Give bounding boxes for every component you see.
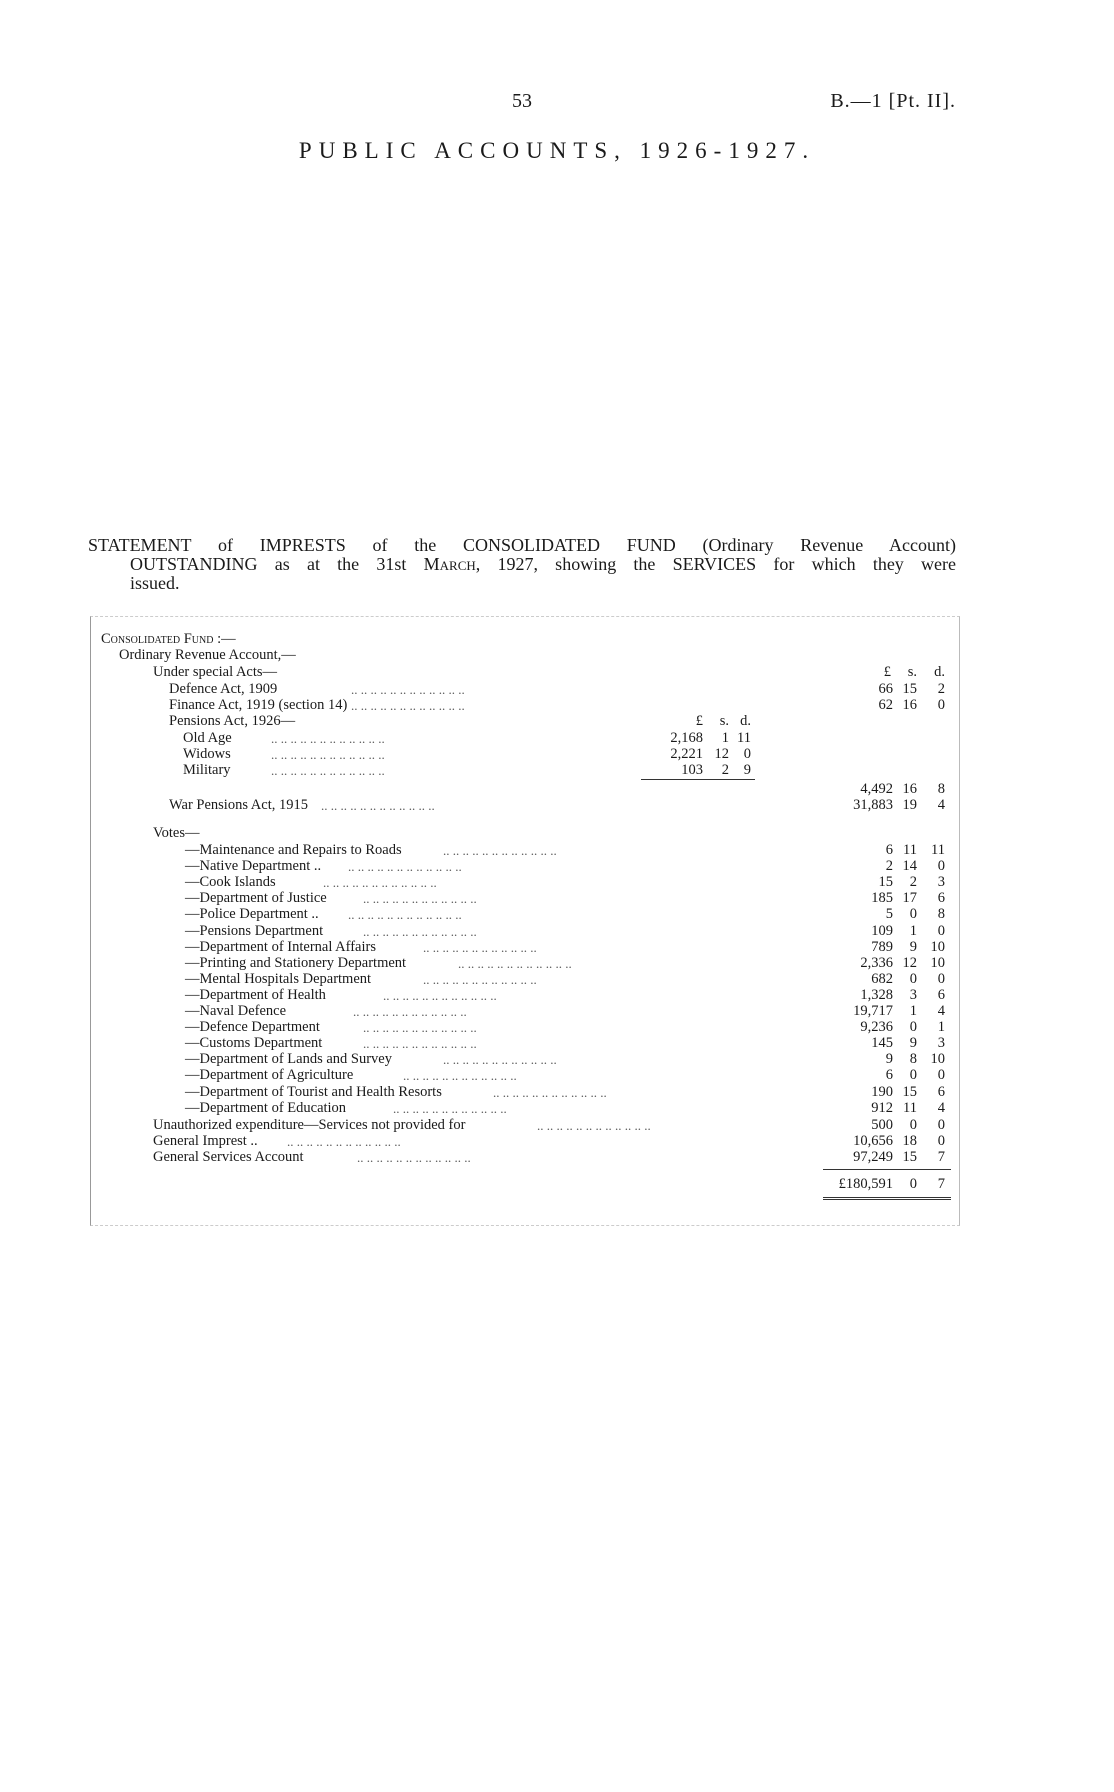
amount-shillings: 16 — [902, 781, 917, 797]
amount-pounds: 190 — [871, 1083, 893, 1100]
leader-dots: .. .. .. .. .. .. .. .. .. .. .. .. — [348, 859, 462, 875]
amount-pounds: 1,328 — [860, 986, 893, 1003]
row-label: —Pensions Department — [185, 922, 324, 939]
amount-pence: 3 — [937, 874, 945, 891]
amount-pence: 1 — [937, 1019, 945, 1036]
row-label: Finance Act, 1919 (section 14) — [169, 697, 348, 713]
amount-pounds: 15 — [878, 874, 893, 891]
pensions-pounds-header: £ — [695, 713, 703, 729]
amount-pounds: 31,883 — [853, 797, 893, 813]
row-label: Defence Act, 1909 — [169, 681, 278, 697]
amount-pence: 3 — [937, 1035, 945, 1052]
vote-row — [91, 1019, 959, 1036]
leader-dots: .. .. .. .. .. .. .. .. .. .. .. .. — [323, 875, 437, 891]
amount-shillings: 11 — [903, 842, 917, 858]
row-label: —Police Department .. — [185, 906, 319, 923]
amount-pence: 10 — [930, 1051, 945, 1068]
amount-pence: 10 — [930, 938, 945, 955]
leader-dots: .. .. .. .. .. .. .. .. .. .. .. .. — [363, 1020, 477, 1036]
vote-row — [91, 1100, 959, 1117]
amount-pounds: 103 — [681, 762, 703, 778]
pensions-pence-header: d. — [740, 713, 751, 729]
amount-shillings: 11 — [903, 1099, 917, 1116]
leader-dots: .. .. .. .. .. .. .. .. .. .. .. .. — [423, 939, 537, 955]
leader-dots: .. .. .. .. .. .. .. .. .. .. .. .. — [348, 907, 462, 923]
row-label: —Maintenance and Repairs to Roads — [185, 842, 402, 858]
amount-shillings: 19 — [902, 797, 917, 813]
amount-pounds: 66 — [878, 681, 893, 697]
statement-heading — [88, 536, 956, 593]
amount-shillings: 0 — [909, 1176, 917, 1192]
row-label: —Department of Lands and Survey — [185, 1051, 392, 1068]
amount-pounds: 2 — [885, 858, 893, 875]
leader-dots: .. .. .. .. .. .. .. .. .. .. .. .. — [351, 682, 465, 697]
row-label: Military — [183, 762, 231, 778]
amount-shillings: 3 — [909, 986, 917, 1003]
amount-pence: 0 — [937, 970, 945, 987]
amount-pounds: 9 — [885, 1051, 893, 1068]
amount-pence: 8 — [937, 906, 945, 923]
amount-pence: 0 — [937, 1067, 945, 1084]
row-label: —Defence Department — [185, 1019, 320, 1036]
amount-shillings: 0 — [909, 906, 917, 923]
vote-row — [91, 906, 959, 923]
amount-shillings: 15 — [902, 1083, 917, 1100]
leader-dots: .. .. .. .. .. .. .. .. .. .. .. .. — [363, 923, 477, 939]
amount-shillings: 17 — [902, 890, 917, 907]
leader-dots: .. .. .. .. .. .. .. .. .. .. .. .. — [443, 843, 557, 858]
amount-pounds: 912 — [871, 1099, 893, 1116]
vote-row — [91, 890, 959, 907]
leader-dots: .. .. .. .. .. .. .. .. .. .. .. .. — [287, 1134, 401, 1150]
vote-row — [91, 939, 959, 956]
pensions-shillings-header: s. — [719, 713, 729, 729]
leader-dots: .. .. .. .. .. .. .. .. .. .. .. .. — [363, 1036, 477, 1052]
statement-line-2-b: , 1927, showing the SERVICES for which they were — [475, 554, 957, 574]
amount-pounds: 6 — [885, 1067, 893, 1084]
leader-dots: .. .. .. .. .. .. .. .. .. .. .. .. — [351, 698, 465, 713]
vote-row — [91, 1067, 959, 1084]
row-label: —Department of Health — [185, 986, 326, 1003]
leader-dots: .. .. .. .. .. .. .. .. .. .. .. .. — [357, 1150, 471, 1166]
grand-total-double-rule — [823, 1197, 951, 1200]
amount-pence: 7 — [937, 1176, 945, 1192]
amount-pence: 6 — [937, 1083, 945, 1100]
pension-row — [91, 762, 959, 779]
row-label: —Department of Agriculture — [185, 1067, 354, 1084]
statement-line-1: STATEMENT of IMPRESTS of the CONSOLIDATED FUND (Ordinary Revenue Account) — [88, 535, 956, 555]
amount-pence: 0 — [937, 1133, 945, 1150]
amount-pence: 11 — [737, 730, 751, 746]
amount-shillings: 0 — [909, 1067, 917, 1084]
war-pensions-row — [91, 797, 959, 814]
leader-dots: .. .. .. .. .. .. .. .. .. .. .. .. — [493, 1084, 607, 1100]
special-act-row — [91, 697, 959, 714]
amount-pence: 11 — [931, 842, 945, 858]
amount-pounds: 2,221 — [670, 746, 703, 762]
amount-pence: 0 — [937, 1117, 945, 1133]
amount-shillings: 14 — [902, 858, 917, 875]
row-label: —Department of Education — [185, 1099, 347, 1116]
total-rule — [823, 1169, 951, 1170]
vote-row — [91, 1051, 959, 1068]
amount-pounds: 97,249 — [853, 1149, 893, 1166]
amount-pounds: 789 — [871, 938, 893, 955]
amount-pence: 0 — [937, 922, 945, 939]
pence-header: d. — [934, 664, 945, 680]
vote-row — [91, 955, 959, 972]
vote-row — [91, 1035, 959, 1052]
row-label: —Printing and Stationery Department — [185, 954, 407, 971]
amount-shillings: 12 — [714, 746, 729, 762]
leader-dots: .. .. .. .. .. .. .. .. .. .. .. .. — [443, 1052, 557, 1068]
amount-shillings: 9 — [909, 938, 917, 955]
leader-dots: .. .. .. .. .. .. .. .. .. .. .. .. — [271, 747, 385, 762]
amount-shillings: 0 — [909, 1019, 917, 1036]
subtotal-rule — [641, 779, 755, 780]
statement-line-3: issued. — [130, 573, 180, 593]
row-label: Old Age — [183, 730, 232, 746]
amount-pence: 2 — [937, 681, 945, 697]
statement-month: March — [423, 554, 476, 574]
amount-pounds: 2,336 — [860, 954, 893, 971]
page-title: PUBLIC ACCOUNTS, 1926-1927. — [298, 138, 816, 163]
pensions-heading: Pensions Act, 1926— — [169, 713, 296, 729]
amount-pounds: 4,492 — [860, 781, 893, 797]
amount-shillings: 15 — [902, 681, 917, 697]
votes-heading: Votes— — [153, 825, 200, 841]
amount-shillings: 1 — [909, 922, 917, 939]
vote-row — [91, 1084, 959, 1101]
row-label: —Native Department .. — [185, 858, 322, 875]
pension-row — [91, 746, 959, 763]
amount-pounds: 9,236 — [860, 1019, 893, 1036]
amount-shillings: 8 — [909, 1051, 917, 1068]
fund-heading: Consolidated Fund :— — [101, 631, 236, 647]
amount-pence: 8 — [937, 781, 945, 797]
vote-row — [91, 874, 959, 891]
account-heading: Ordinary Revenue Account,— — [119, 647, 296, 663]
amount-pence: 6 — [937, 986, 945, 1003]
amount-pence: 7 — [937, 1149, 945, 1166]
statement-line-2-a: OUTSTANDING as at the 31st — [130, 554, 424, 574]
amount-shillings: 15 — [902, 1149, 917, 1166]
amount-pence: 0 — [937, 697, 945, 713]
amount-pence: 10 — [930, 954, 945, 971]
row-label: —Department of Tourist and Health Resorts — [185, 1083, 442, 1100]
amount-pounds: 62 — [878, 697, 893, 713]
vote-row — [91, 842, 959, 859]
amount-pounds: 2,168 — [670, 730, 703, 746]
amount-shillings: 12 — [902, 954, 917, 971]
other-row — [91, 1117, 959, 1134]
leader-dots: .. .. .. .. .. .. .. .. .. .. .. .. — [537, 1118, 651, 1133]
pounds-header: £ — [883, 664, 891, 680]
statement-line-2 — [88, 555, 956, 574]
row-label: —Cook Islands — [185, 874, 276, 891]
vote-row — [91, 987, 959, 1004]
amount-shillings: 1 — [909, 1003, 917, 1019]
imprests-table — [90, 616, 960, 1226]
leader-dots: .. .. .. .. .. .. .. .. .. .. .. .. — [363, 891, 477, 907]
pensions-total-row — [91, 781, 959, 798]
pensions-heading-row — [91, 713, 959, 730]
other-row — [91, 1133, 959, 1150]
amount-pounds: 500 — [871, 1117, 893, 1133]
row-label: —Mental Hospitals Department — [185, 970, 372, 987]
amount-pence: 4 — [937, 1099, 945, 1116]
leader-dots: .. .. .. .. .. .. .. .. .. .. .. .. — [393, 1100, 507, 1116]
special-acts-heading-row — [91, 664, 959, 681]
amount-pounds: 185 — [871, 890, 893, 907]
grand-total-row — [91, 1176, 959, 1193]
row-label: Widows — [183, 746, 231, 762]
amount-pence: 0 — [743, 746, 751, 762]
leader-dots: .. .. .. .. .. .. .. .. .. .. .. .. — [423, 971, 537, 987]
amount-pounds: £180,591 — [838, 1176, 893, 1192]
amount-shillings: 1 — [721, 730, 729, 746]
row-label: —Department of Justice — [185, 890, 327, 907]
amount-pounds: 19,717 — [853, 1003, 893, 1019]
vote-row — [91, 923, 959, 940]
row-label: —Naval Defence — [185, 1003, 287, 1019]
amount-pence: 9 — [743, 762, 751, 778]
amount-shillings: 0 — [909, 970, 917, 987]
page-number: 53 — [512, 90, 532, 112]
leader-dots: .. .. .. .. .. .. .. .. .. .. .. .. — [383, 987, 497, 1003]
amount-pounds: 145 — [871, 1035, 893, 1052]
row-label: General Services Account — [153, 1149, 304, 1166]
row-label: —Department of Internal Affairs — [185, 938, 376, 955]
amount-pence: 4 — [937, 1003, 945, 1019]
leader-dots: .. .. .. .. .. .. .. .. .. .. .. .. — [271, 763, 385, 778]
amount-pence: 4 — [937, 797, 945, 813]
special-act-row — [91, 681, 959, 698]
special-acts-heading: Under special Acts— — [153, 664, 278, 680]
amount-pounds: 5 — [885, 906, 893, 923]
amount-shillings: 2 — [909, 874, 917, 891]
row-label: Unauthorized expenditure—Services not provided for — [153, 1117, 466, 1133]
amount-pence: 6 — [937, 890, 945, 907]
vote-row — [91, 971, 959, 988]
row-label: —Customs Department — [185, 1035, 323, 1052]
amount-pounds: 6 — [885, 842, 893, 858]
amount-shillings: 0 — [909, 1117, 917, 1133]
amount-pounds: 682 — [871, 970, 893, 987]
amount-pounds: 109 — [871, 922, 893, 939]
shillings-header: s. — [907, 664, 917, 680]
leader-dots: .. .. .. .. .. .. .. .. .. .. .. .. — [458, 955, 572, 971]
amount-shillings: 16 — [902, 697, 917, 713]
leader-dots: .. .. .. .. .. .. .. .. .. .. .. .. — [353, 1004, 467, 1019]
amount-shillings: 18 — [902, 1133, 917, 1150]
leader-dots: .. .. .. .. .. .. .. .. .. .. .. .. — [321, 798, 435, 813]
leader-dots: .. .. .. .. .. .. .. .. .. .. .. .. — [403, 1068, 517, 1084]
pension-row — [91, 730, 959, 747]
amount-pence: 0 — [937, 858, 945, 875]
document-reference: B.—1 [Pt. II]. — [830, 90, 956, 112]
amount-shillings: 2 — [721, 762, 729, 778]
vote-row — [91, 1003, 959, 1020]
row-label: General Imprest .. — [153, 1133, 258, 1150]
other-row — [91, 1149, 959, 1166]
row-label: War Pensions Act, 1915 — [169, 797, 308, 813]
leader-dots: .. .. .. .. .. .. .. .. .. .. .. .. — [271, 731, 385, 746]
amount-pounds: 10,656 — [853, 1133, 893, 1150]
amount-shillings: 9 — [909, 1035, 917, 1052]
vote-row — [91, 858, 959, 875]
